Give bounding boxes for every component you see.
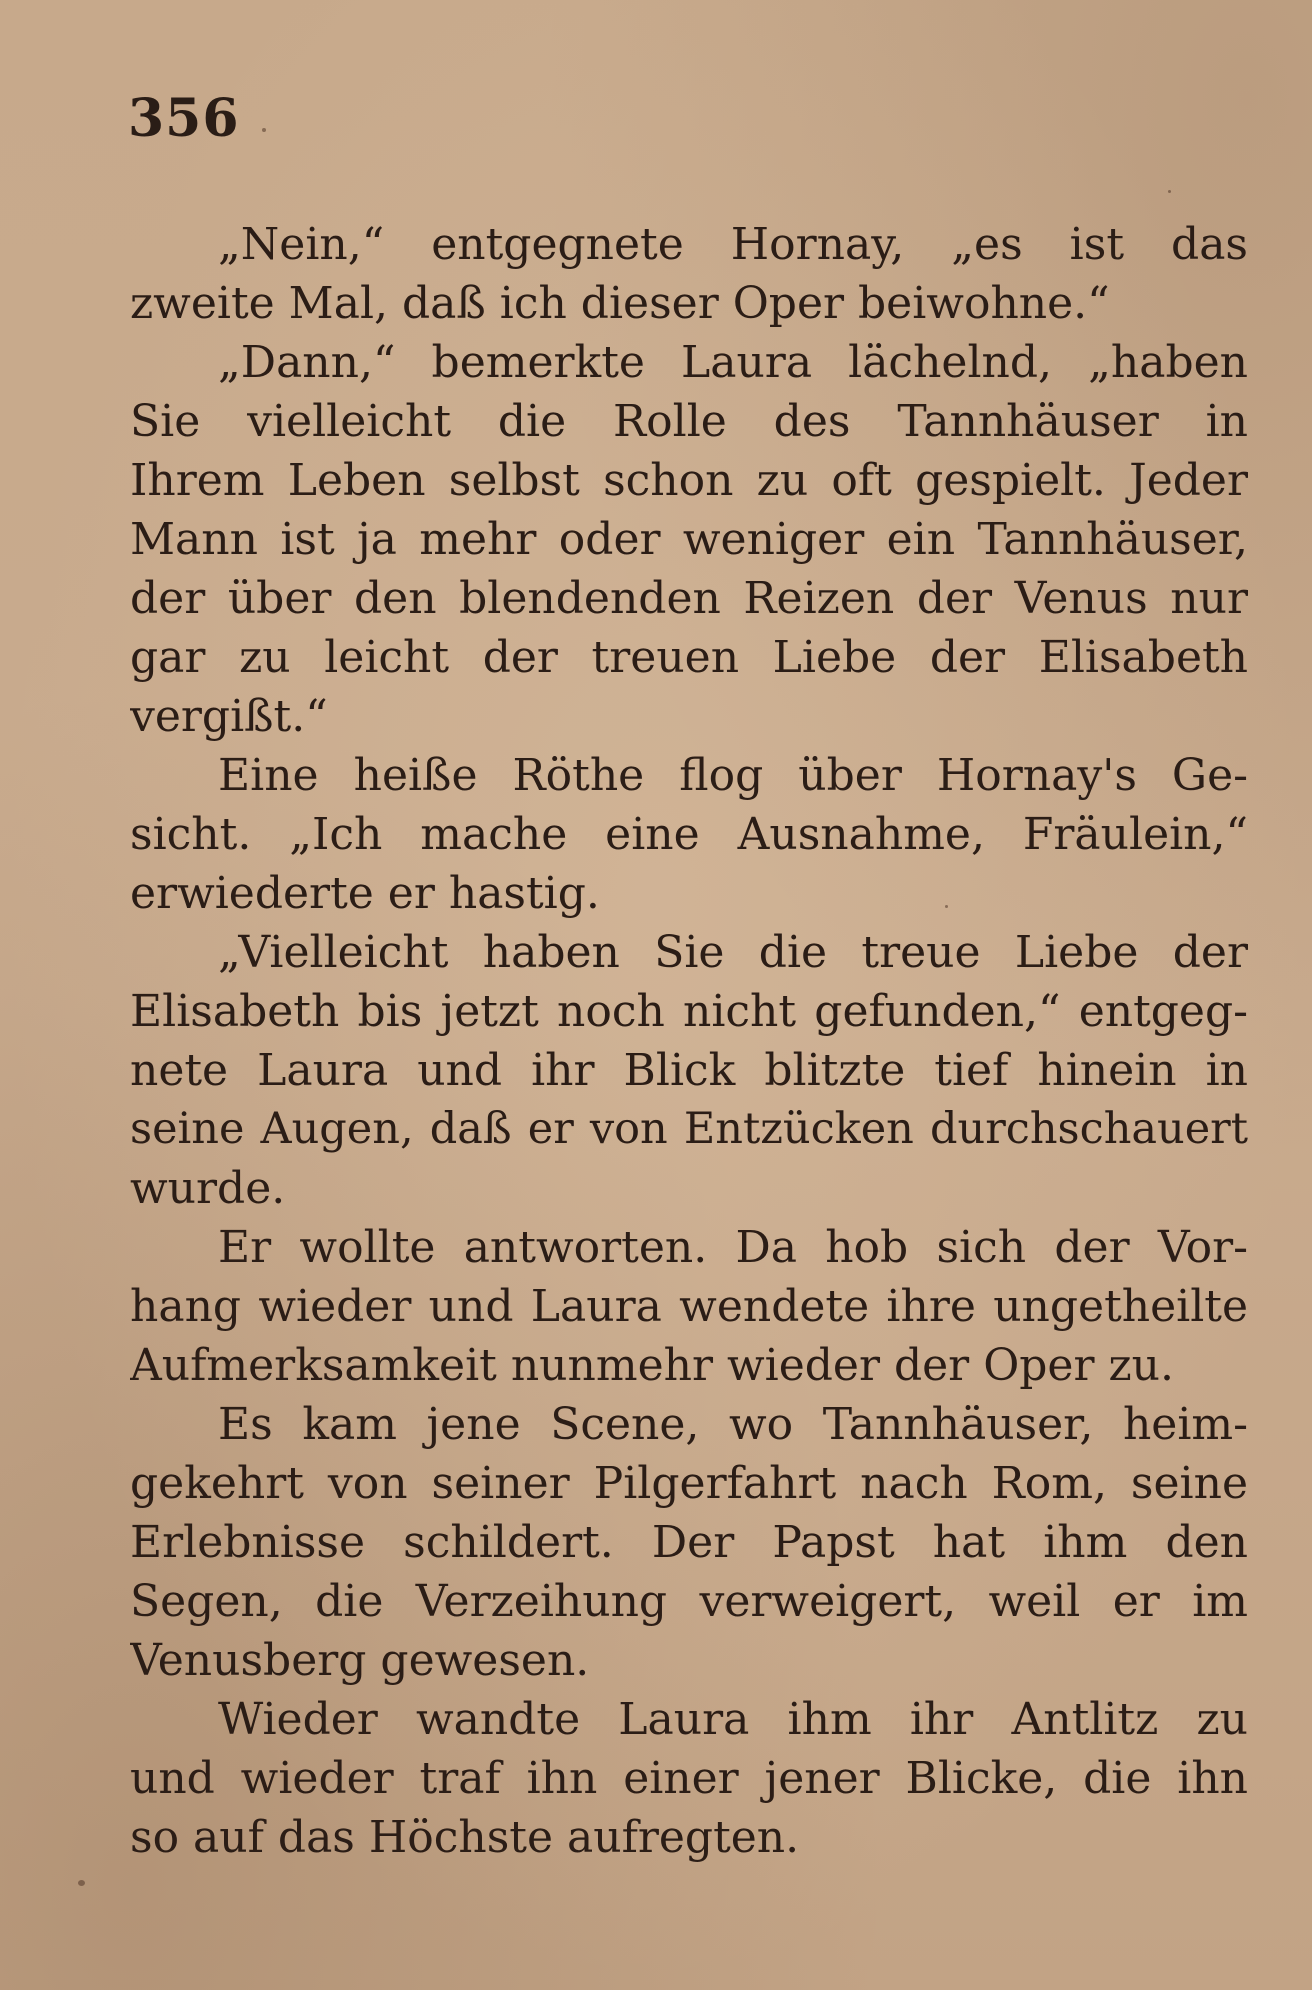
text-line: Mann ist ja mehr oder weniger ein Tannhäuser, (130, 514, 1248, 565)
text-line: Ihrem Leben selbst schon zu oft gespielt. Jeder (130, 455, 1248, 506)
text-line: wurde. (130, 1163, 286, 1214)
text-line: Eine heiße Röthe flog über Hornay's Ge- (218, 750, 1248, 801)
text-line: so auf das Höchste aufregten. (130, 1812, 800, 1863)
text-line: Elisabeth bis jetzt noch nicht gefunden,“ entgeg- (130, 986, 1248, 1037)
text-line: Er wollte antworten. Da hob sich der Vor- (218, 1222, 1248, 1273)
text-line: Sie vielleicht die Rolle des Tannhäuser in (130, 396, 1248, 447)
text-line: Es kam jene Scene, wo Tannhäuser, heim- (218, 1399, 1248, 1450)
text-line: hang wieder und Laura wendete ihre ungetheilte (130, 1281, 1248, 1332)
text-line: gar zu leicht der treuen Liebe der Elisabeth (130, 632, 1248, 683)
text-line: nete Laura und ihr Blick blitzte tief hinein in (130, 1045, 1248, 1096)
text-line: erwiederte er hastig. (130, 868, 600, 919)
paper-speck (78, 1880, 85, 1886)
text-line: Wieder wandte Laura ihm ihr Antlitz zu (218, 1694, 1248, 1745)
text-line: und wieder traf ihn einer jener Blicke, die ihn (130, 1753, 1248, 1804)
body-text (130, 215, 1248, 1867)
text-line: „Nein,“ entgegnete Hornay, „es ist das (218, 219, 1248, 270)
text-line: vergißt.“ (130, 691, 328, 742)
text-line: Venusberg gewesen. (130, 1635, 590, 1686)
text-line: Erlebnisse schildert. Der Papst hat ihm den (130, 1517, 1248, 1568)
text-line: gekehrt von seiner Pilgerfahrt nach Rom, seine (130, 1458, 1248, 1509)
paper-speck (1168, 190, 1171, 193)
text-line: Aufmerksamkeit nunmehr wieder der Oper zu. (130, 1340, 1174, 1391)
text-line: seine Augen, daß er von Entzücken durchschauert (130, 1104, 1248, 1154)
text-line: „Vielleicht haben Sie die treue Liebe der (218, 927, 1248, 978)
paper-speck (262, 128, 266, 132)
page-number: 356 (128, 88, 240, 149)
text-line: Segen, die Verzeihung verweigert, weil er im (130, 1576, 1248, 1627)
text-line: der über den blendenden Reizen der Venus nur (130, 573, 1248, 624)
text-line: „Dann,“ bemerkte Laura lächelnd, „haben (218, 337, 1248, 388)
text-line: zweite Mal, daß ich dieser Oper beiwohne.“ (130, 278, 1110, 329)
paper-speck (945, 905, 948, 908)
text-line: sicht. „Ich mache eine Ausnahme, Fräulein,“ (130, 809, 1248, 860)
